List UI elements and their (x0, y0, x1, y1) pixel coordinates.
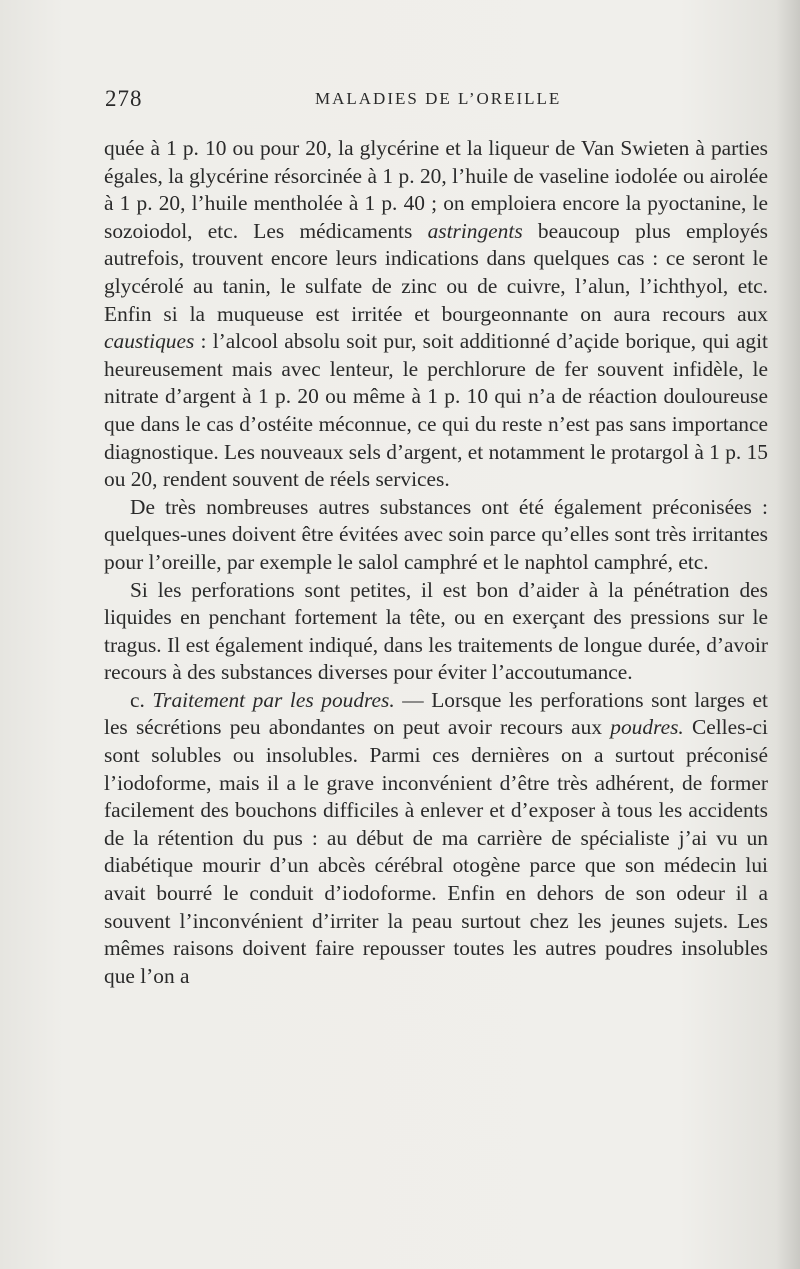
emphasis-caustiques: caustiques (104, 329, 195, 354)
paragraph-2: De très nombreuses autres substances ont été également préconisées : quelques-unes doivent être évitées avec soin parce qu’elles sont très irritantes pour l’oreille, par exemple le salol camphré et le naphtol camphré, etc. (104, 494, 768, 574)
body-text (104, 135, 768, 990)
section-heading-poudres: Traitement par les poudres. (152, 687, 395, 712)
page-number: 278 (105, 86, 143, 111)
paragraph-4: c. Traitement par les poudres. — Lorsque les perforations sont larges et les sécrétions peu abondantes on peut avoir recours aux poudres. Celles-ci sont solubles ou insolubles. Parmi ces dernières on a surtout préconisé l’iodoforme, mais il a le grave inconvénient d’être très adhérent, de former facilement des bouchons difficiles à enlever et d’exposer à tous les accidents de la rétention du pus : au début de ma carrière de spécialiste j’ai vu un diabétique mourir d’un abcès cérébral otogène parce que son médecin lui avait bourré le conduit d’iodoforme. Enfin en dehors de son odeur il a souvent l’inconvénient d’irriter la peau surtout chez les jeunes sujets. Les mêmes raisons doivent faire repousser toutes les autres poudres insolubles que l’on a (104, 687, 768, 988)
running-title: MALADIES DE L’OREILLE (315, 89, 562, 108)
page-header (105, 86, 768, 120)
emphasis-poudres: poudres. (610, 715, 684, 740)
paragraph-1: quée à 1 p. 10 ou pour 20, la glycérine et la liqueur de Van Swieten à parties égales, la glycérine résorcinée à 1 p. 20, l’huile de vaseline iodolée ou airolée à 1 p. 20, l’huile mentholée à 1 p. 40 ; on emploiera encore la pyoctanine, le sozoiodol, etc. Les médicaments astringents beaucoup plus employés autrefois, trouvent encore leurs indications dans quelques cas : ce seront le glycérolé au tanin, le sulfate de zinc ou de cuivre, l’alun, l’ichthyol, etc. Enfin si la muqueuse est irritée et bourgeonnante on aura recours aux caustiques : l’alcool absolu soit pur, soit additionné d’açide borique, qui agit heureusement mais avec lenteur, le perchlorure de fer souvent infidèle, le nitrate d’argent à 1 p. 20 ou même à 1 p. 10 qui n’a de réaction douloureuse que dans le cas d’ostéite méconnue, ce qui du reste n’est pas sans importance diagnostique. Les nouveaux sels d’argent, et notamment le protargol à 1 p. 15 ou 20, rendent souvent de réels services. (104, 136, 768, 492)
emphasis-astringents: astringents (427, 218, 523, 243)
paragraph-3: Si les perforations sont petites, il est bon d’aider à la pénétration des liquides en penchant fortement la tête, ou en exerçant des pressions sur le tragus. Il est également indiqué, dans les traitements de longue durée, d’avoir recours à des substances diverses pour éviter l’accoutumance. (104, 577, 768, 685)
